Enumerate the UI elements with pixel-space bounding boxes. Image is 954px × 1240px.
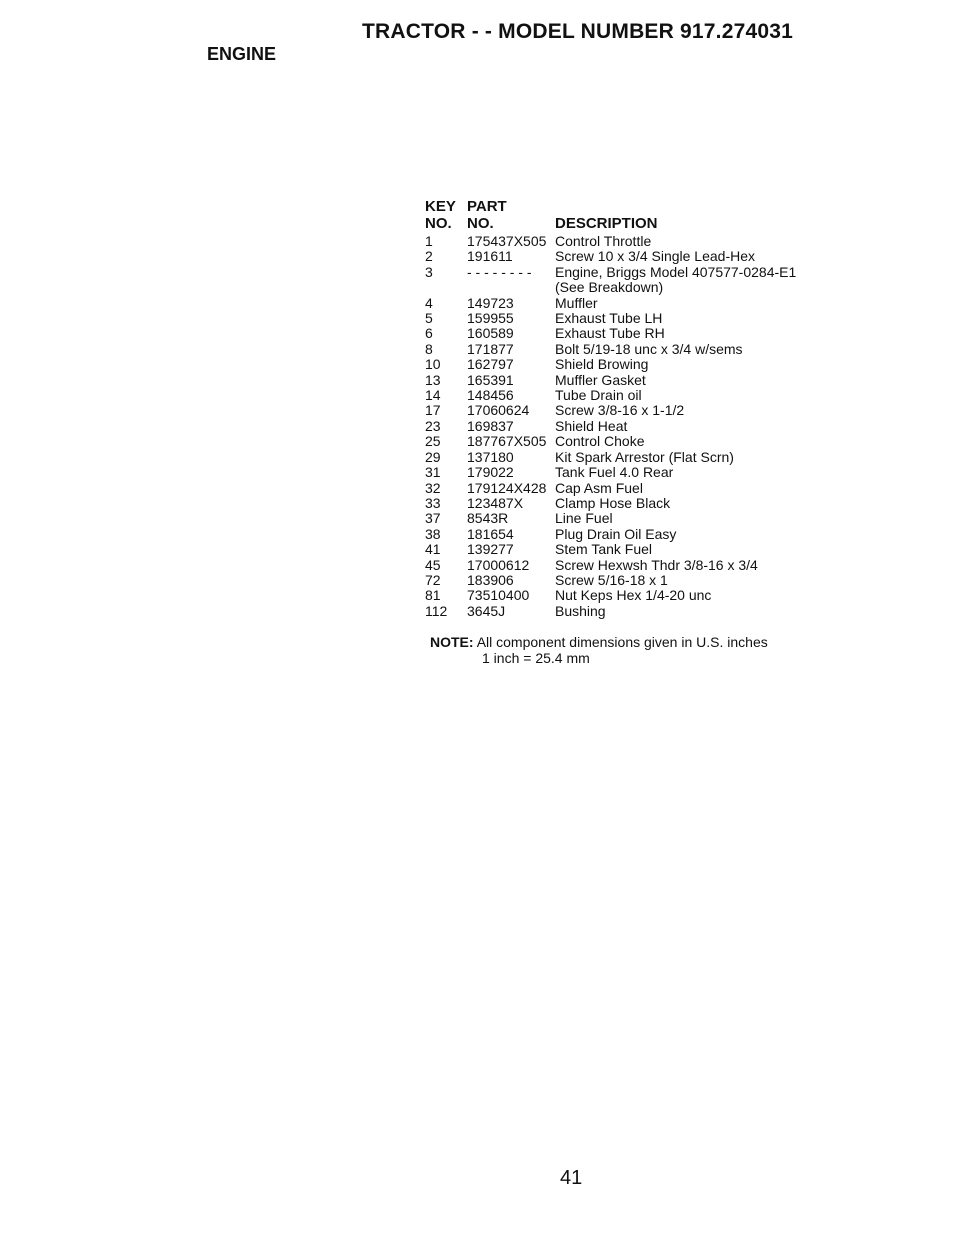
table-row bbox=[425, 496, 796, 511]
note bbox=[430, 634, 768, 666]
key-cell: 25 bbox=[425, 433, 441, 450]
part-number-cell: 3645J bbox=[467, 602, 506, 619]
key-cell: 72 bbox=[425, 571, 441, 588]
header-key-line2: NO. bbox=[425, 215, 452, 232]
parts-rows bbox=[425, 234, 796, 619]
table-row bbox=[425, 419, 796, 434]
description-cell: Tank Fuel 4.0 Rear bbox=[555, 464, 674, 481]
part-number-cell: 139277 bbox=[467, 541, 514, 558]
part-number-cell: 123487X bbox=[467, 494, 524, 511]
table-row bbox=[425, 265, 796, 280]
key-cell: 2 bbox=[425, 248, 433, 265]
description-cell: Plug Drain Oil Easy bbox=[555, 525, 677, 542]
part-number-cell: 149723 bbox=[467, 294, 514, 311]
description-cell: Control Choke bbox=[555, 433, 645, 450]
description-cell: Line Fuel bbox=[555, 510, 613, 527]
table-row bbox=[425, 342, 796, 357]
key-cell: 29 bbox=[425, 448, 441, 465]
note-label: NOTE: bbox=[430, 634, 474, 650]
description-cell: Bushing bbox=[555, 602, 606, 619]
table-row bbox=[425, 357, 796, 372]
table-row bbox=[425, 388, 796, 403]
key-cell: 5 bbox=[425, 310, 433, 327]
page-title: TRACTOR - - MODEL NUMBER 917.274031 bbox=[362, 20, 793, 43]
table-row bbox=[425, 280, 796, 295]
key-cell: 10 bbox=[425, 356, 441, 373]
part-number-cell: 171877 bbox=[467, 340, 514, 357]
part-number-cell bbox=[467, 280, 555, 295]
key-cell: 13 bbox=[425, 371, 441, 388]
key-cell: 33 bbox=[425, 494, 441, 511]
description-cell: Screw 10 x 3/4 Single Lead-Hex bbox=[555, 248, 755, 265]
description-cell: Nut Keps Hex 1/4-20 unc bbox=[555, 587, 712, 604]
key-cell: 37 bbox=[425, 510, 441, 527]
key-cell: 112 bbox=[425, 602, 448, 619]
description-cell: Exhaust Tube RH bbox=[555, 325, 665, 342]
table-row bbox=[425, 558, 796, 573]
table-row bbox=[425, 326, 796, 341]
part-number-cell: 187767X505 bbox=[467, 433, 547, 450]
header-key-line1: KEY bbox=[425, 198, 456, 215]
description-cell: Stem Tank Fuel bbox=[555, 541, 653, 558]
table-row bbox=[425, 234, 796, 249]
key-cell: 31 bbox=[425, 464, 441, 481]
description-cell: Exhaust Tube LH bbox=[555, 310, 663, 327]
key-cell: 3 bbox=[425, 263, 433, 280]
description-cell: (See Breakdown) bbox=[555, 279, 664, 296]
part-number-cell: 183906 bbox=[467, 571, 514, 588]
table-row bbox=[425, 434, 796, 449]
description-cell: Clamp Hose Black bbox=[555, 494, 671, 511]
part-number-cell: 148456 bbox=[467, 387, 514, 404]
part-number-cell: 160589 bbox=[467, 325, 514, 342]
part-number-cell: 175437X505 bbox=[467, 233, 547, 249]
part-number-cell: 179022 bbox=[467, 464, 514, 481]
table-row bbox=[425, 511, 796, 526]
part-number-cell: 73510400 bbox=[467, 587, 530, 604]
key-cell bbox=[425, 280, 467, 295]
table-row bbox=[425, 311, 796, 326]
key-cell: 14 bbox=[425, 387, 441, 404]
description-cell: Muffler Gasket bbox=[555, 371, 646, 388]
note-line2: 1 inch = 25.4 mm bbox=[482, 650, 590, 666]
description-cell: Cap Asm Fuel bbox=[555, 479, 643, 496]
description-cell: Control Throttle bbox=[555, 233, 652, 249]
table-row bbox=[425, 465, 796, 480]
parts-table bbox=[425, 198, 796, 619]
description-cell: Muffler bbox=[555, 294, 598, 311]
part-number-cell: 17060624 bbox=[467, 402, 530, 419]
description-cell: Screw Hexwsh Thdr 3/8-16 x 3/4 bbox=[555, 556, 758, 573]
table-row bbox=[425, 481, 796, 496]
description-cell: Shield Heat bbox=[555, 417, 628, 434]
part-number-cell: 181654 bbox=[467, 525, 514, 542]
table-header bbox=[425, 198, 796, 232]
key-cell: 32 bbox=[425, 479, 441, 496]
key-cell: 81 bbox=[425, 587, 441, 604]
key-cell: 45 bbox=[425, 556, 441, 573]
table-row bbox=[425, 527, 796, 542]
part-number-cell: 179124X428 bbox=[467, 479, 547, 496]
part-number-cell: - - - - - - - - bbox=[467, 263, 532, 280]
table-row bbox=[425, 249, 796, 264]
key-cell: 23 bbox=[425, 417, 441, 434]
table-row bbox=[425, 588, 796, 603]
part-number-cell: 8543R bbox=[467, 510, 509, 527]
description-cell: Engine, Briggs Model 407577-0284-E1 bbox=[555, 263, 797, 280]
table-row bbox=[425, 373, 796, 388]
header-part-line1: PART bbox=[467, 198, 507, 215]
key-cell: 41 bbox=[425, 541, 441, 558]
table-row bbox=[425, 604, 796, 619]
description-cell: Shield Browing bbox=[555, 356, 649, 373]
key-cell: 8 bbox=[425, 340, 433, 357]
part-number-cell: 191611 bbox=[467, 248, 513, 265]
note-line1: All component dimensions given in U.S. inches bbox=[476, 634, 768, 650]
table-row bbox=[425, 542, 796, 557]
description-cell: Screw 5/16-18 x 1 bbox=[555, 571, 668, 588]
part-number-cell: 165391 bbox=[467, 371, 514, 388]
description-cell: Tube Drain oil bbox=[555, 387, 642, 404]
table-row bbox=[425, 573, 796, 588]
key-cell: 17 bbox=[425, 402, 441, 419]
description-cell: Screw 3/8-16 x 1-1/2 bbox=[555, 402, 685, 419]
part-number-cell: 137180 bbox=[467, 448, 514, 465]
table-row bbox=[425, 450, 796, 465]
key-cell: 1 bbox=[425, 233, 433, 249]
section-heading: ENGINE bbox=[207, 44, 277, 64]
part-number-cell: 169837 bbox=[467, 417, 514, 434]
page-number: 41 bbox=[560, 1167, 583, 1189]
header-description: DESCRIPTION bbox=[555, 215, 658, 232]
description-cell: Bolt 5/19-18 unc x 3/4 w/sems bbox=[555, 340, 743, 357]
part-number-cell: 159955 bbox=[467, 310, 514, 327]
key-cell: 38 bbox=[425, 525, 441, 542]
key-cell: 6 bbox=[425, 325, 433, 342]
key-cell: 4 bbox=[425, 294, 433, 311]
part-number-cell: 162797 bbox=[467, 356, 514, 373]
header-part-line2: NO. bbox=[467, 215, 494, 232]
table-row bbox=[425, 296, 796, 311]
table-row bbox=[425, 403, 796, 418]
part-number-cell: 17000612 bbox=[467, 556, 530, 573]
description-cell: Kit Spark Arrestor (Flat Scrn) bbox=[555, 448, 734, 465]
